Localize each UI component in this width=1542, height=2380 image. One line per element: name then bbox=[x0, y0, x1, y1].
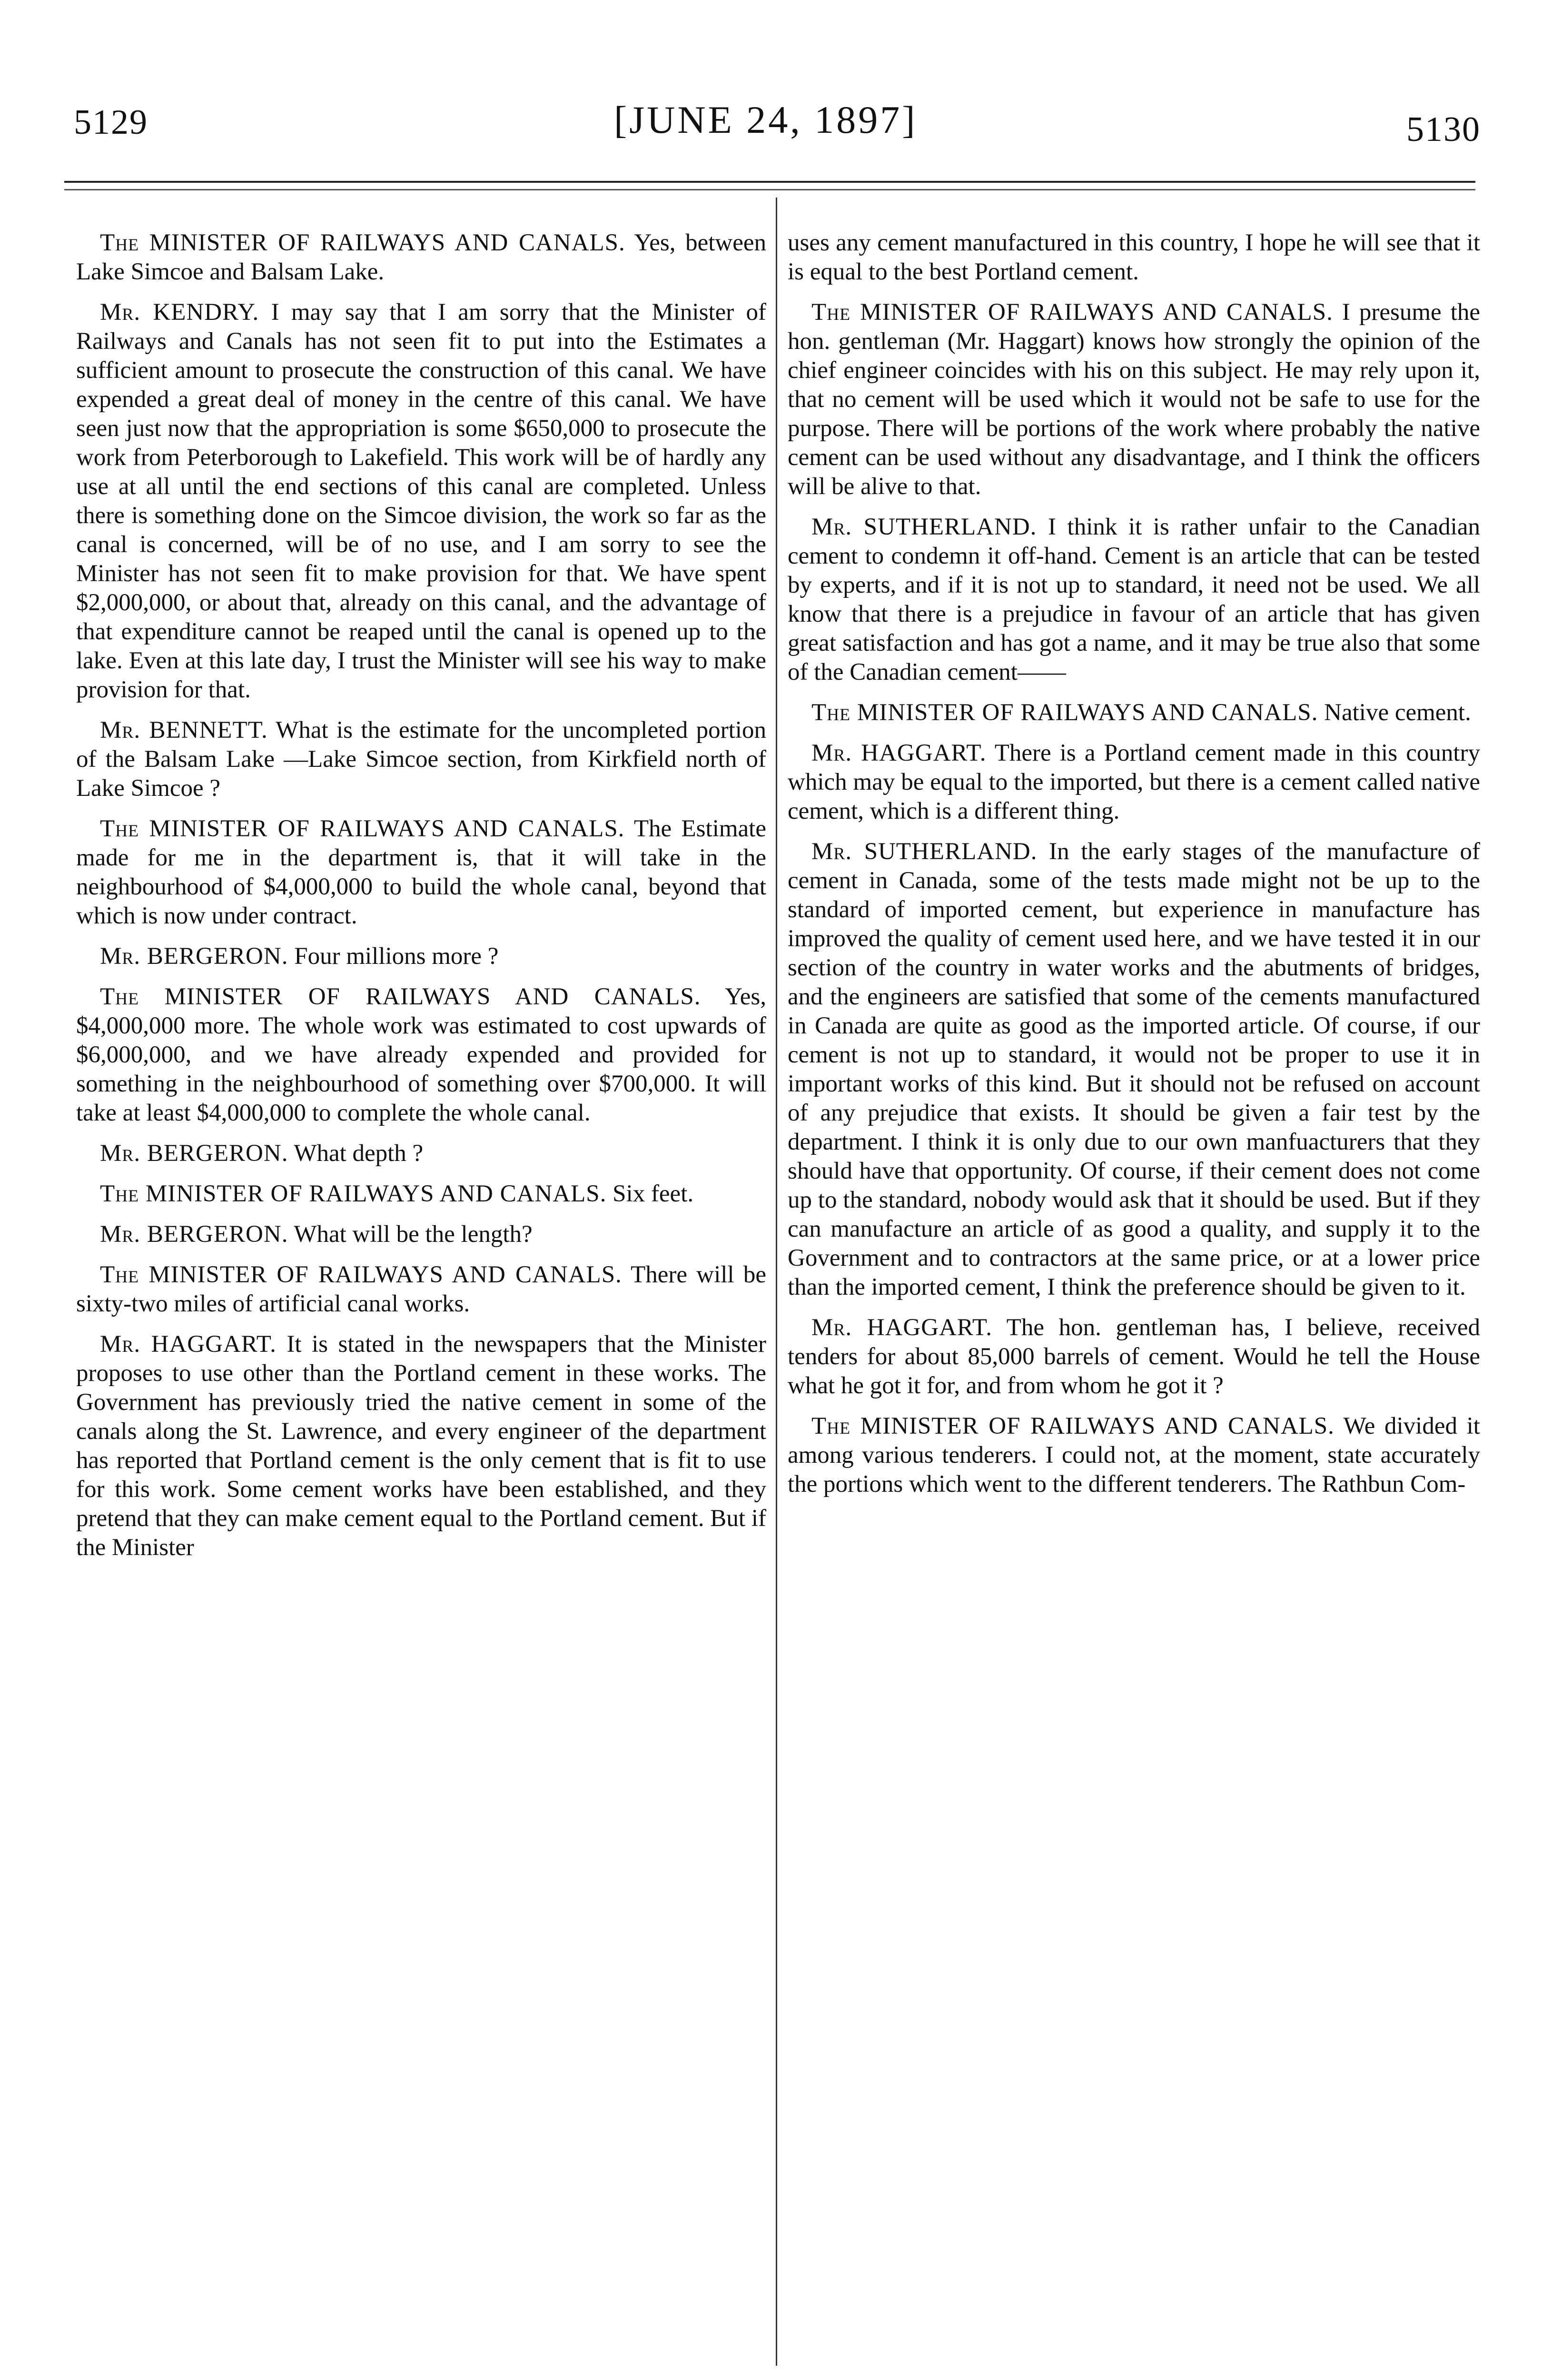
paragraph bbox=[788, 298, 1480, 501]
speaker-name: Mr. KENDRY. bbox=[100, 299, 259, 326]
paragraph bbox=[788, 837, 1480, 1302]
paragraph bbox=[76, 228, 766, 287]
speaker-name: Mr. SUTHERLAND. bbox=[811, 838, 1038, 865]
paragraph bbox=[76, 814, 766, 931]
header-rule-secondary bbox=[64, 189, 1475, 190]
page-number-left: 5129 bbox=[74, 103, 148, 142]
paragraph bbox=[788, 1412, 1480, 1499]
paragraph-continued bbox=[788, 228, 1480, 287]
speech-text: We divided it among various tenderers. I could not, at the moment, state accurately the portions which went to the different tenderers. The Rathbun Com- bbox=[788, 1413, 1480, 1497]
speaker-name: Mr. BERGERON. bbox=[100, 1221, 288, 1248]
paragraph bbox=[76, 1180, 766, 1209]
paragraph bbox=[76, 982, 766, 1128]
speaker-name: The MINISTER OF RAILWAYS AND CANALS. bbox=[100, 1180, 607, 1207]
speech-text: Yes, between Lake Simcoe and Balsam Lake. bbox=[76, 229, 766, 285]
speaker-name: The MINISTER OF RAILWAYS AND CANALS. bbox=[811, 299, 1333, 326]
speech-text: What will be the length? bbox=[294, 1221, 533, 1248]
speaker-name: The MINISTER OF RAILWAYS AND CANALS. bbox=[100, 983, 701, 1010]
paragraph bbox=[76, 1139, 766, 1168]
speaker-name: The MINISTER OF RAILWAYS AND CANALS. bbox=[100, 815, 625, 842]
speaker-name: Mr. BENNETT. bbox=[100, 717, 268, 744]
page-header bbox=[0, 0, 1542, 190]
speech-text: Four millions more ? bbox=[294, 943, 499, 970]
speaker-name: The MINISTER OF RAILWAYS AND CANALS. bbox=[100, 1261, 622, 1288]
paragraph bbox=[788, 1313, 1480, 1400]
paragraph bbox=[788, 698, 1480, 727]
speaker-name: The MINISTER OF RAILWAYS AND CANALS. bbox=[811, 1413, 1334, 1439]
speech-text: Native cement. bbox=[1324, 699, 1471, 726]
speech-text: There will be sixty-two miles of artificial canal works. bbox=[76, 1261, 766, 1317]
speech-text: In the early stages of the manufacture of cement in Canada, some of the tests made might not be up to the standard of imported cement, but experience in manufacture has improved the quality of cement used here, and we have tested it in our section of the country in water works and the abutments of bridges, and the engineers are satisfied that some of the cements manufactured in Canada are quite as good as the imported article. Of course, if our cement is not up to standard, it would not be proper to use it in important works of this kind. But it should not be refused on account of any prejudice that exists. It should be given a fair test by the department. I think it is only due to our own manfuacturers that they should have that opportunity. Of course, if their cement does not come up to the standard, nobody would ask that it should be used. But if they can manufacture an article of as good a quality, and supply it to the Government and to contractors at the same price, or at a lower price than the imported cement, I think the preference should be given to it. bbox=[788, 838, 1480, 1300]
speech-text: Yes, $4,000,000 more. The whole work was estimated to cost upwards of $6,000,000, and we have already expended and provided for something in the neighbourhood of something over $700,000. It will take at least $4,000,000 to complete the whole canal. bbox=[76, 983, 767, 1126]
speech-text: Six feet. bbox=[613, 1180, 694, 1207]
speaker-name: The MINISTER OF RAILWAYS AND CANALS. bbox=[100, 229, 625, 256]
speaker-name: Mr. HAGGART. bbox=[811, 1314, 992, 1341]
speaker-name: Mr. HAGGART. bbox=[811, 740, 987, 766]
paragraph bbox=[76, 1260, 766, 1319]
speech-text: The Estimate made for me in the department is, that it will take in the neighbourhood of $4,000,000 to build the whole canal, beyond that which is now under contract. bbox=[76, 815, 766, 929]
speech-text: I think it is rather unfair to the Canadian cement to condemn it off-hand. Cement is an article that can be tested by experts, and if it is not up to standard, it need not be used. We all know that there is a prejudice in favour of an article that has given great satisfaction and has got a name, and it may be true also that some of the Canadian cement—— bbox=[788, 514, 1480, 685]
page-date: [JUNE 24, 1897] bbox=[614, 98, 918, 141]
speech-text: It is stated in the newspapers that the Minister proposes to use other than the Portland cement in these works. The Government has previously tried the native cement in some of the canals along the St. Lawrence, and every engineer of the department has reported that Portland cement is the only cement that is fit to use for this work. Some cement works have been established, and they pretend that they can make cement equal to the Portland cement. But if the Minister bbox=[76, 1331, 767, 1561]
paragraph bbox=[76, 298, 766, 704]
paragraph bbox=[76, 716, 766, 803]
page-number-right: 5130 bbox=[1406, 110, 1481, 149]
paragraph bbox=[76, 942, 766, 971]
speaker-name: Mr. HAGGART. bbox=[100, 1331, 277, 1358]
right-column bbox=[788, 228, 1480, 1510]
column-divider bbox=[776, 198, 777, 2366]
paragraph bbox=[76, 1330, 766, 1562]
speaker-name: Mr. SUTHERLAND. bbox=[811, 514, 1037, 540]
speaker-name: Mr. BERGERON. bbox=[100, 943, 288, 970]
paragraph bbox=[788, 739, 1480, 826]
speech-text: There is a Portland cement made in this country which may be equal to the imported, but there is a cement called native cement, which is a different thing. bbox=[788, 740, 1480, 824]
speech-text: I may say that I am sorry that the Minister of Railways and Canals has not seen fit to put into the Estimates a sufficient amount to prosecute the construction of this canal. We have expended a great deal of money in the centre of this canal. We have seen just now that the appropriation is some $650,000 to prosecute the work from Peterborough to Lakefield. This work will be of hardly any use at all until the end sections of this canal are completed. Unless there is something done on the Simcoe division, the work so far as the canal is concerned, will be of no use, and I am sorry to see the Minister has not seen fit to make provision for that. We have spent $2,000,000, or about that, already on this canal, and the advantage of that expenditure cannot be reaped until the canal is opened up to the lake. Even at this late day, I trust the Minister will see his way to make provision for that. bbox=[76, 299, 767, 703]
speech-text: The hon. gentleman has, I believe, received tenders for about 85,000 barrels of cement. Would he tell the House what he got it for, and from whom he got it ? bbox=[788, 1314, 1480, 1399]
header-rule bbox=[64, 181, 1475, 183]
speaker-name: The MINISTER OF RAILWAYS AND CANALS. bbox=[811, 699, 1318, 726]
speech-text: uses any cement manufactured in this country, I hope he will see that it is equal to the best Portland cement. bbox=[788, 229, 1480, 285]
paragraph bbox=[788, 513, 1480, 687]
speaker-name: Mr. BERGERON. bbox=[100, 1140, 288, 1167]
left-column bbox=[76, 228, 766, 1574]
paragraph bbox=[76, 1220, 766, 1249]
speech-text: What is the estimate for the uncompleted portion of the Balsam Lake —Lake Simcoe section, from Kirkfield north of Lake Simcoe ? bbox=[76, 717, 766, 802]
speech-text: What depth ? bbox=[294, 1140, 424, 1167]
speech-text: I presume the hon. gentleman (Mr. Haggart) knows how strongly the opinion of the chief engineer coincides with his on this subject. He may rely upon it, that no cement will be used which it would not be safe to use for the purpose. There will be portions of the work where probably the native cement can be used without any disadvantage, and I think the officers will be alive to that. bbox=[788, 299, 1481, 500]
